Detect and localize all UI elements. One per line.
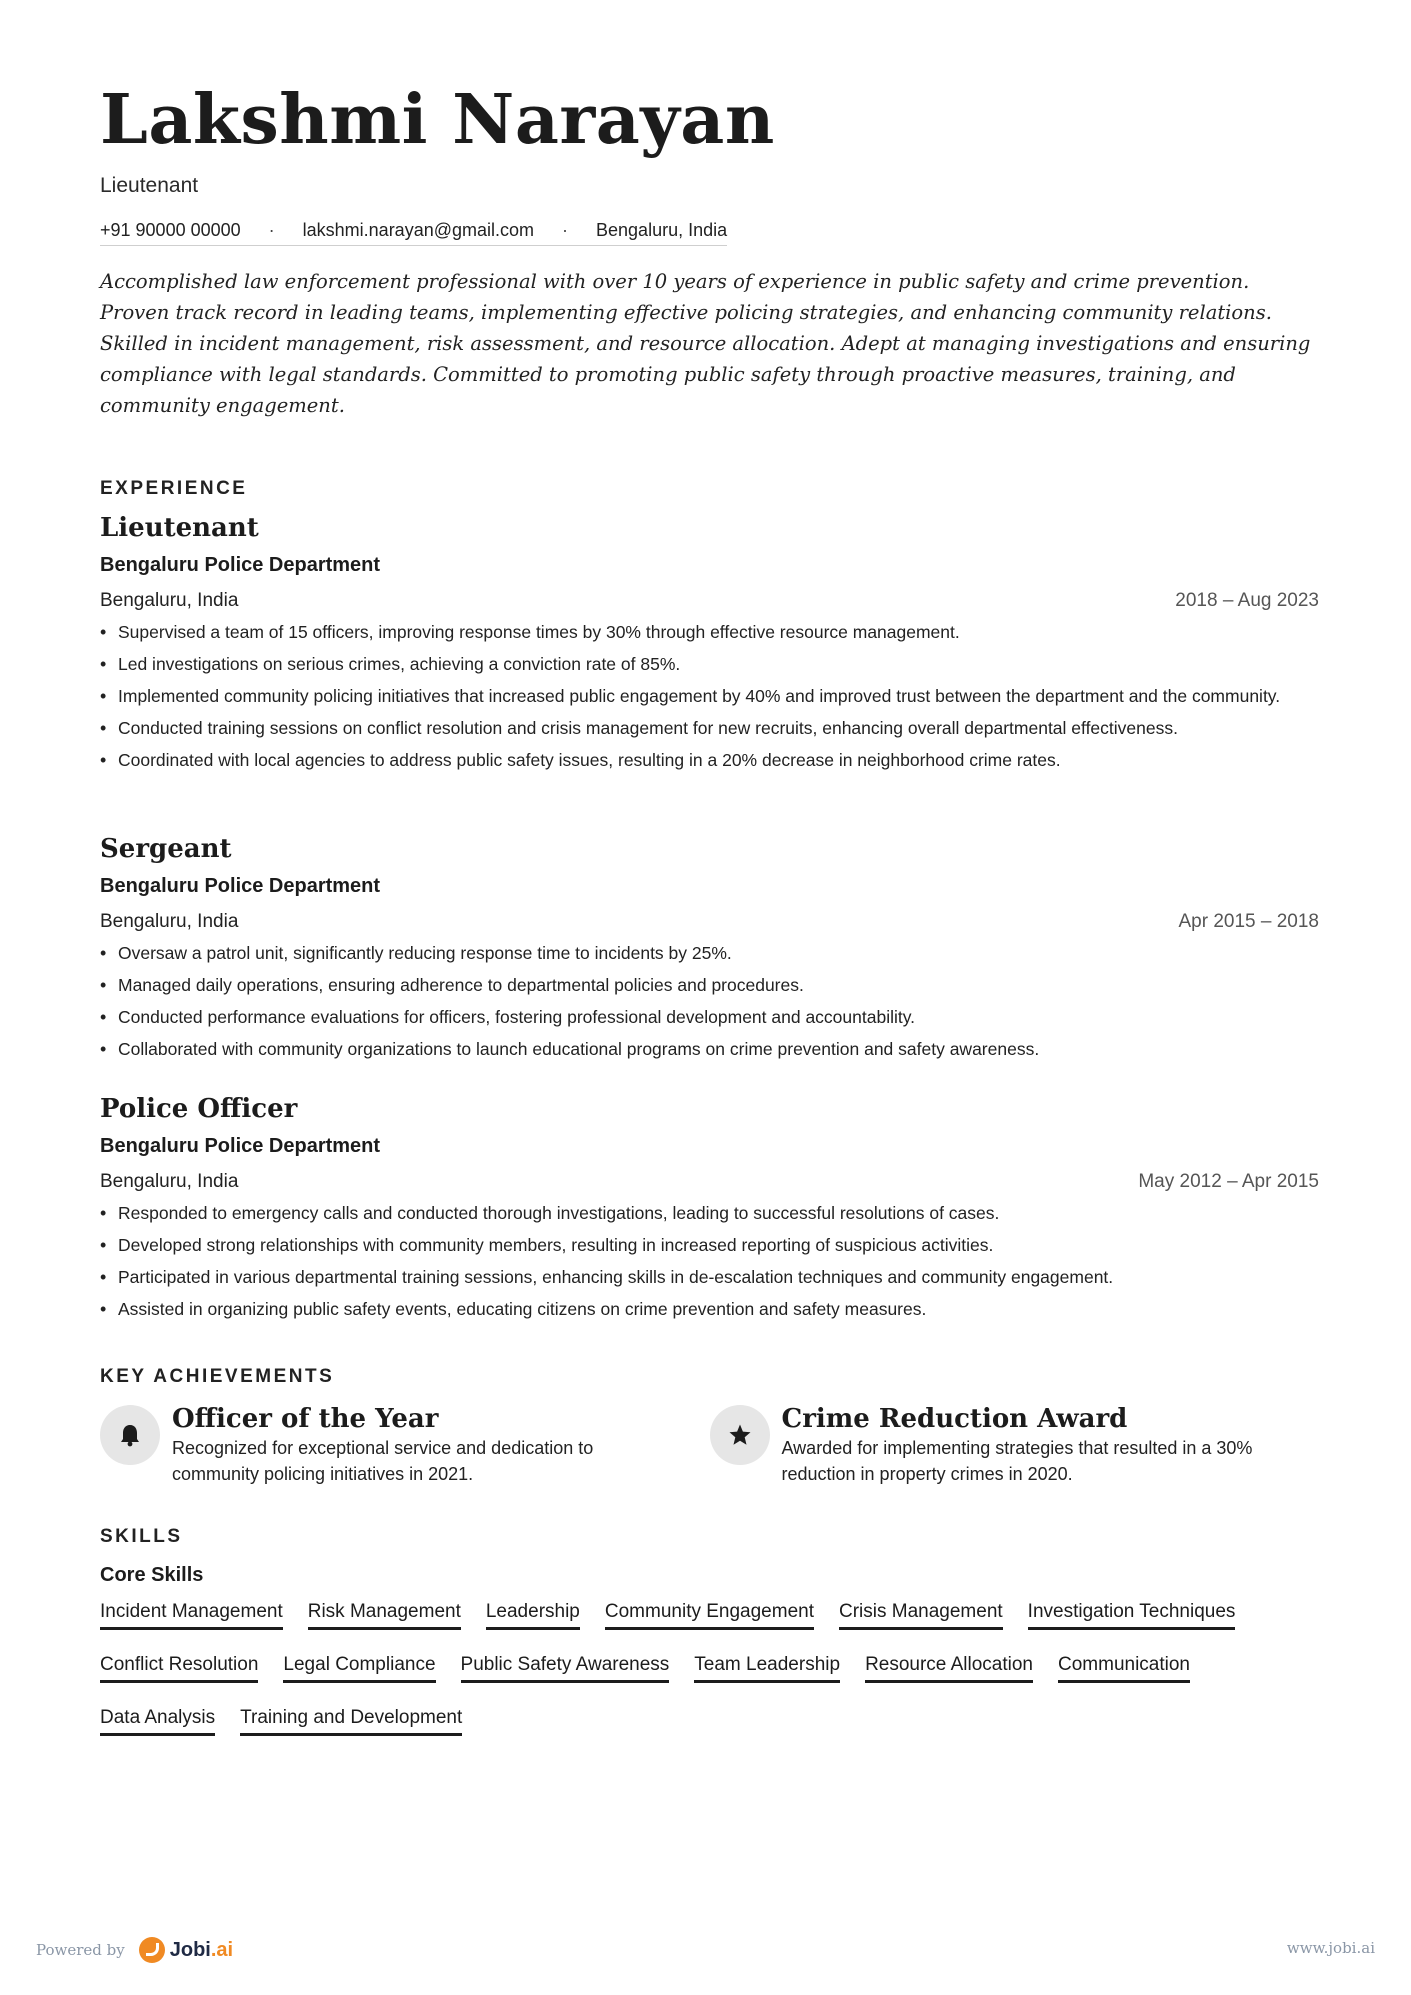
phone-number: +91 90000 00000 bbox=[100, 220, 241, 240]
skill-tag: Data Analysis bbox=[100, 1703, 215, 1736]
brand-suffix: .ai bbox=[210, 1938, 234, 1961]
brand-name bbox=[170, 1939, 233, 1962]
skill-tag: Training and Development bbox=[240, 1703, 462, 1736]
skill-tag: Public Safety Awareness bbox=[461, 1650, 670, 1683]
skill-tag: Conflict Resolution bbox=[100, 1650, 258, 1683]
experience-heading: EXPERIENCE bbox=[100, 478, 248, 499]
job-company: Bengaluru Police Department bbox=[100, 875, 381, 897]
email-address: lakshmi.narayan@gmail.com bbox=[302, 220, 535, 240]
job-bullet: • Developed strong relationships with community members, resulting in increased reporting of suspicious activities. bbox=[100, 1232, 1319, 1259]
bell-icon bbox=[100, 1405, 160, 1465]
job-bullet: • Implemented community policing initiatives that increased public engagement by 40% and improved trust between the department and the community. bbox=[100, 683, 1319, 710]
contact-location: Bengaluru, India bbox=[596, 220, 728, 240]
job-bullet: • Coordinated with local agencies to address public safety issues, resulting in a 20% decrease in neighborhood crime rates. bbox=[100, 747, 1319, 774]
job-entry bbox=[100, 1090, 1319, 1328]
job-company: Bengaluru Police Department bbox=[100, 554, 381, 576]
separator-dot: · bbox=[562, 220, 569, 240]
achievements-list bbox=[100, 1403, 1319, 1487]
website-link[interactable]: www.jobi.ai bbox=[1286, 1939, 1375, 1957]
job-bullet: • Responded to emergency calls and conducted thorough investigations, leading to successful resolutions of cases. bbox=[100, 1200, 1319, 1227]
job-meta-row bbox=[100, 1164, 1319, 1200]
job-location: Bengaluru, India bbox=[100, 911, 239, 932]
job-title: Lieutenant bbox=[100, 513, 259, 543]
job-bullet: • Conducted performance evaluations for officers, fostering professional development and accountability. bbox=[100, 1004, 1319, 1031]
job-location: Bengaluru, India bbox=[100, 590, 239, 611]
skill-tag: Crisis Management bbox=[839, 1597, 1003, 1630]
job-bullet: • Collaborated with community organizations to launch educational programs on crime prevention and safety awareness. bbox=[100, 1036, 1319, 1063]
job-title: Sergeant bbox=[100, 834, 232, 864]
achievement-title: Crime Reduction Award bbox=[781, 1404, 1128, 1434]
skill-tag: Incident Management bbox=[100, 1597, 283, 1630]
skill-tag: Legal Compliance bbox=[283, 1650, 435, 1683]
skill-tag: Resource Allocation bbox=[865, 1650, 1033, 1683]
achievement-item bbox=[100, 1403, 710, 1487]
job-entry bbox=[100, 830, 1319, 1068]
job-entry bbox=[100, 509, 1319, 779]
job-bullets bbox=[100, 619, 1319, 774]
job-meta-row bbox=[100, 904, 1319, 940]
achievement-title: Officer of the Year bbox=[172, 1404, 439, 1434]
job-dates: May 2012 – Apr 2015 bbox=[1138, 1171, 1319, 1192]
job-title: Police Officer bbox=[100, 1094, 298, 1124]
separator-dot: · bbox=[268, 220, 275, 240]
job-bullets bbox=[100, 940, 1319, 1063]
job-bullet: • Assisted in organizing public safety events, educating citizens on crime prevention and safety measures. bbox=[100, 1296, 1319, 1323]
candidate-name: Lakshmi Narayan bbox=[100, 80, 775, 160]
contact-bar bbox=[100, 220, 727, 246]
skills-heading: SKILLS bbox=[100, 1526, 183, 1547]
job-bullet: • Participated in various departmental training sessions, enhancing skills in de-escalation techniques and community engagement. bbox=[100, 1264, 1319, 1291]
skill-tag: Investigation Techniques bbox=[1028, 1597, 1236, 1630]
skill-tag: Leadership bbox=[486, 1597, 580, 1630]
skill-tag: Communication bbox=[1058, 1650, 1190, 1683]
job-bullet: • Led investigations on serious crimes, achieving a conviction rate of 85%. bbox=[100, 651, 1319, 678]
brand-main: Jobi bbox=[169, 1938, 211, 1961]
job-dates: 2018 – Aug 2023 bbox=[1175, 590, 1319, 611]
skills-subheading: Core Skills bbox=[100, 1564, 204, 1586]
job-meta-row bbox=[100, 583, 1319, 619]
job-bullets bbox=[100, 1200, 1319, 1323]
powered-by-footer[interactable] bbox=[36, 1937, 233, 1963]
powered-by-label: Powered by bbox=[36, 1941, 125, 1959]
achievement-description: Recognized for exceptional service and dedication to community policing initiatives in 2021. bbox=[172, 1438, 594, 1484]
skill-tag: Community Engagement bbox=[605, 1597, 814, 1630]
achievement-description: Awarded for implementing strategies that resulted in a 30% reduction in property crimes in 2020. bbox=[781, 1438, 1253, 1484]
job-bullet: • Oversaw a patrol unit, significantly reducing response time to incidents by 25%. bbox=[100, 940, 1319, 967]
skill-tag: Team Leadership bbox=[694, 1650, 840, 1683]
skill-tag: Risk Management bbox=[308, 1597, 461, 1630]
achievements-heading: KEY ACHIEVEMENTS bbox=[100, 1366, 335, 1387]
job-bullet: • Supervised a team of 15 officers, improving response times by 30% through effective resource management. bbox=[100, 619, 1319, 646]
job-bullet: • Conducted training sessions on conflict resolution and crisis management for new recruits, enhancing overall departmental effectiveness. bbox=[100, 715, 1319, 742]
job-dates: Apr 2015 – 2018 bbox=[1178, 911, 1319, 932]
star-icon bbox=[710, 1405, 770, 1465]
professional-summary: Accomplished law enforcement professional with over 10 years of experience in public safety and crime prevention. Proven track record in leading teams, implementing effective policing strategies, and enhancing community relations. Skilled in incident management, risk assessment, and resource allocation. Adept at managing investigations and ensuring compliance with legal standards. Committed to promoting public safety through proactive measures, training, and community engagement. bbox=[100, 270, 1311, 417]
job-location: Bengaluru, India bbox=[100, 1171, 239, 1192]
job-company: Bengaluru Police Department bbox=[100, 1135, 381, 1157]
achievement-item bbox=[710, 1403, 1320, 1487]
job-bullet: • Managed daily operations, ensuring adherence to departmental policies and procedures. bbox=[100, 972, 1319, 999]
candidate-role: Lieutenant bbox=[100, 174, 199, 197]
skills-list bbox=[100, 1597, 1319, 1756]
jobi-logo-icon bbox=[139, 1937, 165, 1963]
